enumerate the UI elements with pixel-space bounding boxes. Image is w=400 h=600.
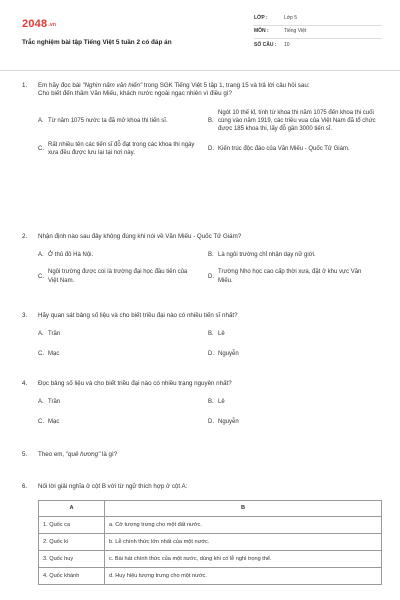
question-text-part: là gì?	[100, 451, 118, 458]
option-b[interactable]	[208, 251, 382, 259]
option-a[interactable]	[38, 398, 208, 406]
option-letter: C.	[38, 351, 44, 358]
option-d[interactable]	[208, 418, 382, 426]
table-row	[39, 568, 382, 585]
question-number: 2.	[22, 233, 28, 240]
question-number: 6.	[22, 483, 28, 490]
logo-tld: .vn	[48, 22, 57, 28]
option-c[interactable]	[38, 141, 208, 157]
option-text: Là ngôi trường chỉ nhận dạy nữ giới.	[218, 252, 316, 259]
option-letter: C.	[38, 419, 44, 426]
option-text: Trường Nho học cao cấp thời xưa, đặt ở khu vực Văn Miếu.	[218, 269, 362, 284]
option-a[interactable]	[38, 330, 208, 338]
option-d[interactable]	[208, 350, 382, 358]
option-text: Kiến trúc độc đáo của Văn Miếu - Quốc Tử Giám.	[218, 146, 350, 153]
matching-table	[38, 500, 382, 585]
question-4	[22, 380, 382, 427]
meta-key: SỐ CÂU :	[254, 42, 277, 49]
question-1	[22, 82, 382, 157]
option-text: Ở thủ đô Hà Nội.	[48, 252, 94, 259]
header	[22, 12, 382, 62]
option-text: Lê	[218, 399, 225, 406]
question-number: 4.	[22, 380, 28, 387]
question-text: Đọc bảng số liệu và cho biết triều đại nào có nhiều trạng nguyên nhất?	[38, 380, 232, 387]
meta-key: LỚP :	[254, 14, 268, 21]
option-c[interactable]	[38, 268, 208, 284]
option-c[interactable]	[38, 350, 208, 358]
meta-value: Lớp 5	[284, 14, 298, 21]
option-text: Trần	[48, 399, 61, 406]
question-2	[22, 233, 382, 285]
option-c[interactable]	[38, 418, 208, 426]
option-b[interactable]	[208, 398, 382, 406]
question-text: Nhận định nào sau đây không đúng khi nói về Văn Miếu - Quốc Tử Giám?	[38, 233, 242, 240]
question-subtext: Cho biết đến thăm Văn Miếu, khách nước ngoài ngạc nhiên vì điều gì?	[38, 90, 232, 98]
header-divider	[0, 70, 400, 71]
table-cell: a. Cờ tượng trưng cho một đất nước.	[105, 517, 382, 534]
question-text	[38, 451, 382, 459]
option-text: Từ năm 1075 nước ta đã mở khoa thi tiến sĩ.	[48, 117, 168, 124]
option-letter: B.	[208, 399, 214, 406]
option-letter: C.	[38, 146, 44, 153]
options-grid	[38, 398, 382, 426]
option-letter: A.	[38, 331, 44, 338]
options-grid	[38, 330, 382, 358]
logo-text: 2048	[22, 18, 48, 30]
table-row	[39, 551, 382, 568]
option-text: Trần	[48, 331, 61, 338]
meta-value: Tiếng Việt	[284, 28, 307, 35]
question-number: 3.	[22, 312, 28, 319]
option-letter: D.	[208, 419, 214, 426]
options-grid	[38, 109, 382, 157]
table-cell: 3. Quốc huy	[39, 551, 105, 568]
option-text: Mạc	[48, 351, 60, 358]
question-text-italic: "quê hương"	[65, 451, 101, 458]
meta-key: MÔN :	[254, 28, 269, 35]
question-text-part: Theo em,	[38, 451, 66, 458]
question-text	[38, 82, 382, 90]
option-b[interactable]	[208, 330, 382, 338]
option-letter: A.	[38, 252, 44, 259]
option-text: Rất nhiều tên các tiến sĩ đỗ đạt trong các khoa thi ngày xưa đều được lưu lại tại nơi này.	[48, 142, 195, 157]
options-grid	[38, 251, 382, 284]
option-text: Nguyễn	[218, 351, 239, 358]
option-letter: C.	[38, 273, 44, 280]
table-row	[39, 534, 382, 551]
question-text-part: Em hãy đọc bài	[38, 82, 83, 89]
table-cell: 1. Quốc ca	[39, 517, 105, 534]
option-text: Nguyễn	[218, 419, 239, 426]
meta-value: 10	[284, 42, 290, 49]
option-d[interactable]	[208, 141, 382, 157]
option-a[interactable]	[38, 109, 208, 133]
question-3	[22, 312, 382, 359]
option-letter: D.	[208, 273, 214, 280]
table-cell: 2. Quốc kì	[39, 534, 105, 551]
option-text: Mạc	[48, 419, 60, 426]
option-letter: D.	[208, 351, 214, 358]
table-cell: c. Bài hát chính thức của một nước, dùng khi có lễ nghi trọng thể.	[105, 551, 382, 568]
option-letter: B.	[208, 331, 214, 338]
question-number: 1.	[22, 82, 28, 89]
column-header-a: A	[39, 501, 105, 517]
column-header-b: B	[105, 501, 382, 517]
option-text: Ngót 10 thế kỉ, tính từ khoa thi năm 1075 đến khoa thi cuối cùng vào năm 1919, các triều vua của Việt Nam đã tổ chức được 185 khoa thi, lấy đỗ gần 3000 tiến sĩ.	[218, 109, 376, 132]
option-letter: B.	[208, 117, 214, 124]
meta-table	[254, 12, 382, 53]
table-cell: 4. Quốc khánh	[39, 568, 105, 585]
question-6	[22, 483, 382, 585]
question-text: Hãy quan sát bảng số liệu và cho biết triều đại nào có nhiều tiến sĩ nhất?	[38, 312, 238, 319]
meta-row-subject	[254, 26, 382, 40]
table-cell: b. Lễ chính thức lớn nhất của một nước.	[105, 534, 382, 551]
option-letter: D.	[208, 146, 214, 153]
option-text: Lê	[218, 331, 225, 338]
option-d[interactable]	[208, 268, 382, 284]
question-text: Nối lời giải nghĩa ở cột B với từ ngữ thích hợp ở cột A:	[38, 483, 188, 490]
meta-row-class	[254, 12, 382, 26]
document-title: Trắc nghiệm bài tập Tiếng Việt 5 tuần 2 có đáp án	[22, 39, 172, 46]
option-letter: B.	[208, 252, 214, 259]
option-b[interactable]	[208, 109, 382, 133]
option-text: Ngôi trường được coi là trường đại học đầu tiên của Việt Nam.	[48, 269, 188, 284]
option-letter: A.	[38, 117, 44, 124]
table-row	[39, 517, 382, 534]
site-logo[interactable]	[22, 17, 56, 32]
question-5	[22, 451, 382, 459]
table-header-row	[39, 501, 382, 517]
meta-row-count	[254, 39, 382, 53]
question-text-italic: "Nghìn năm văn hiến"	[82, 82, 143, 89]
option-a[interactable]	[38, 251, 208, 259]
option-letter: A.	[38, 399, 44, 406]
table-cell: d. Huy hiệu tượng trưng cho một nước.	[105, 568, 382, 585]
question-number: 5.	[22, 451, 28, 458]
question-text-part: trong SGK Tiếng Việt 5 tập 1, trang 15 và trả lời câu hỏi sau:	[142, 82, 310, 89]
